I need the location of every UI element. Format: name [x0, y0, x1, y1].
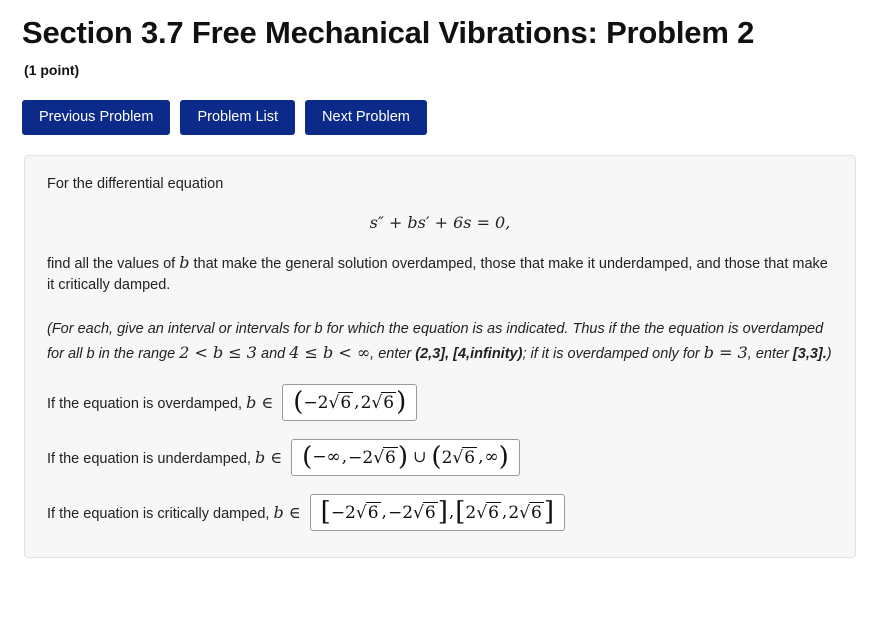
radicand-wrap	[382, 391, 396, 413]
radicand-wrap	[424, 501, 438, 523]
problem-body-variable: b	[179, 253, 190, 273]
overdamped-term-2	[361, 391, 397, 413]
problem-body-part2: that make the general solution overdamped, those that make it underdamped, and those that make it critically damped.	[47, 256, 828, 294]
comma-separator-2: ,	[478, 446, 484, 467]
close-paren-icon: )	[396, 387, 407, 418]
underdamped-term-2	[348, 446, 398, 468]
note-range-1: 2 < b ≤ 3	[179, 342, 257, 362]
close-bracket-icon: ]	[437, 497, 448, 528]
sqrt-icon: √	[452, 447, 464, 468]
term-prefix: −2	[330, 502, 356, 523]
open-paren-icon: (	[293, 387, 304, 418]
problem-body-part1: find all the values of	[47, 256, 176, 273]
underdamped-label	[47, 448, 282, 467]
sqrt-icon: √	[355, 502, 367, 523]
problem-panel	[24, 155, 856, 557]
next-problem-button[interactable]: Next Problem	[305, 100, 427, 136]
term-prefix: −2	[387, 502, 414, 523]
term-prefix: 2	[360, 392, 372, 413]
sqrt-icon: √	[413, 502, 424, 523]
critical-term-4	[508, 501, 544, 523]
term-prefix: 2	[465, 502, 477, 523]
overdamped-label-var: b ∈	[246, 392, 274, 412]
close-paren-icon-2: )	[498, 442, 509, 473]
radicand: 6	[488, 502, 499, 523]
radicand-wrap	[384, 446, 398, 468]
problem-intro: For the differential equation	[47, 176, 224, 193]
critically-damped-label-var: b ∈	[273, 502, 301, 522]
previous-problem-button[interactable]: Previous Problem	[22, 100, 170, 136]
radicand-wrap	[530, 501, 544, 523]
differential-equation	[47, 211, 833, 233]
term-prefix: 2	[508, 502, 520, 523]
radicand: 6	[424, 502, 436, 523]
critically-damped-answer-input[interactable]	[310, 494, 565, 531]
critically-damped-label-text: If the equation is critically damped,	[47, 505, 270, 522]
equation-text: s″ + bs′ + 6s = 0,	[369, 213, 511, 233]
sqrt-icon: √	[371, 392, 383, 413]
radicand: 6	[530, 502, 542, 523]
radicand: 6	[383, 392, 395, 413]
page-title: Section 3.7 Free Mechanical Vibrations: Problem 2	[22, 15, 755, 50]
radicand: 6	[385, 447, 396, 468]
note-example-1: (2,3], [4,infinity)	[415, 345, 523, 362]
radicand: 6	[367, 502, 379, 523]
problem-body	[47, 251, 833, 296]
underdamped-label-text: If the equation is underdamped,	[47, 450, 251, 467]
sqrt-icon: √	[328, 392, 340, 413]
critical-term-1	[331, 501, 381, 523]
sqrt-icon: √	[373, 447, 385, 468]
note-example-2: [3,3].	[792, 345, 827, 362]
radicand-wrap	[463, 446, 477, 468]
term-prefix: 2	[441, 447, 453, 468]
note-text-3: , enter	[370, 345, 412, 362]
note-text-6: )	[826, 345, 832, 362]
sqrt-icon: √	[519, 502, 530, 523]
critically-damped-label	[47, 503, 301, 522]
note-range-2: 4 ≤ b < ∞	[289, 342, 371, 362]
comma-separator: ,	[381, 501, 387, 522]
answer-row-underdamped	[47, 439, 833, 476]
radicand-wrap	[339, 391, 353, 413]
answer-row-overdamped	[47, 384, 833, 421]
overdamped-answer-input[interactable]	[282, 384, 417, 421]
radicand: 6	[340, 392, 352, 413]
problem-list-button[interactable]: Problem List	[180, 100, 295, 136]
underdamped-answer-input[interactable]	[291, 439, 520, 476]
points-label: (1 point)	[24, 61, 80, 78]
note-text-1: (For each, give an interval or intervals for b for which the equation is as indicated. Thus if the the equation is overdamped for all b in the range	[47, 321, 824, 362]
union-icon: ∪	[413, 447, 427, 467]
underdamped-term-4: ∞	[484, 446, 499, 467]
close-bracket-icon-2: ]	[543, 497, 554, 528]
sqrt-icon: √	[476, 502, 488, 523]
underdamped-label-var: b ∈	[254, 447, 283, 467]
radicand: 6	[464, 447, 476, 468]
comma-separator: ,	[341, 446, 348, 467]
overdamped-label-text: If the equation is overdamped,	[47, 395, 243, 412]
problem-note	[47, 318, 833, 365]
navigation-buttons	[22, 100, 858, 136]
open-bracket-icon-2: [	[455, 497, 466, 528]
close-paren-icon: )	[397, 442, 409, 473]
open-paren-icon-2: (	[431, 442, 442, 473]
open-bracket-icon: [	[320, 497, 331, 528]
answer-row-critically-damped	[47, 494, 833, 531]
note-text-2: and	[261, 345, 286, 362]
underdamped-term-1: −∞	[312, 446, 341, 467]
comma-separator-2: ,	[448, 501, 455, 522]
term-prefix: −2	[348, 447, 374, 468]
note-text-5: , enter	[747, 345, 789, 362]
note-range-3: b = 3	[703, 342, 748, 362]
note-text-4: ; if it is overdamped only for	[522, 345, 700, 362]
critical-term-3	[465, 501, 501, 523]
comma-separator: ,	[354, 391, 360, 412]
radicand-wrap	[487, 501, 501, 523]
underdamped-term-3	[442, 446, 478, 468]
radicand-wrap	[367, 501, 381, 523]
overdamped-label	[47, 393, 273, 412]
open-paren-icon: (	[302, 442, 313, 473]
critical-term-2	[388, 501, 438, 523]
comma-separator-3: ,	[501, 501, 508, 522]
term-prefix: −2	[303, 392, 329, 413]
overdamped-term-1	[303, 391, 353, 413]
